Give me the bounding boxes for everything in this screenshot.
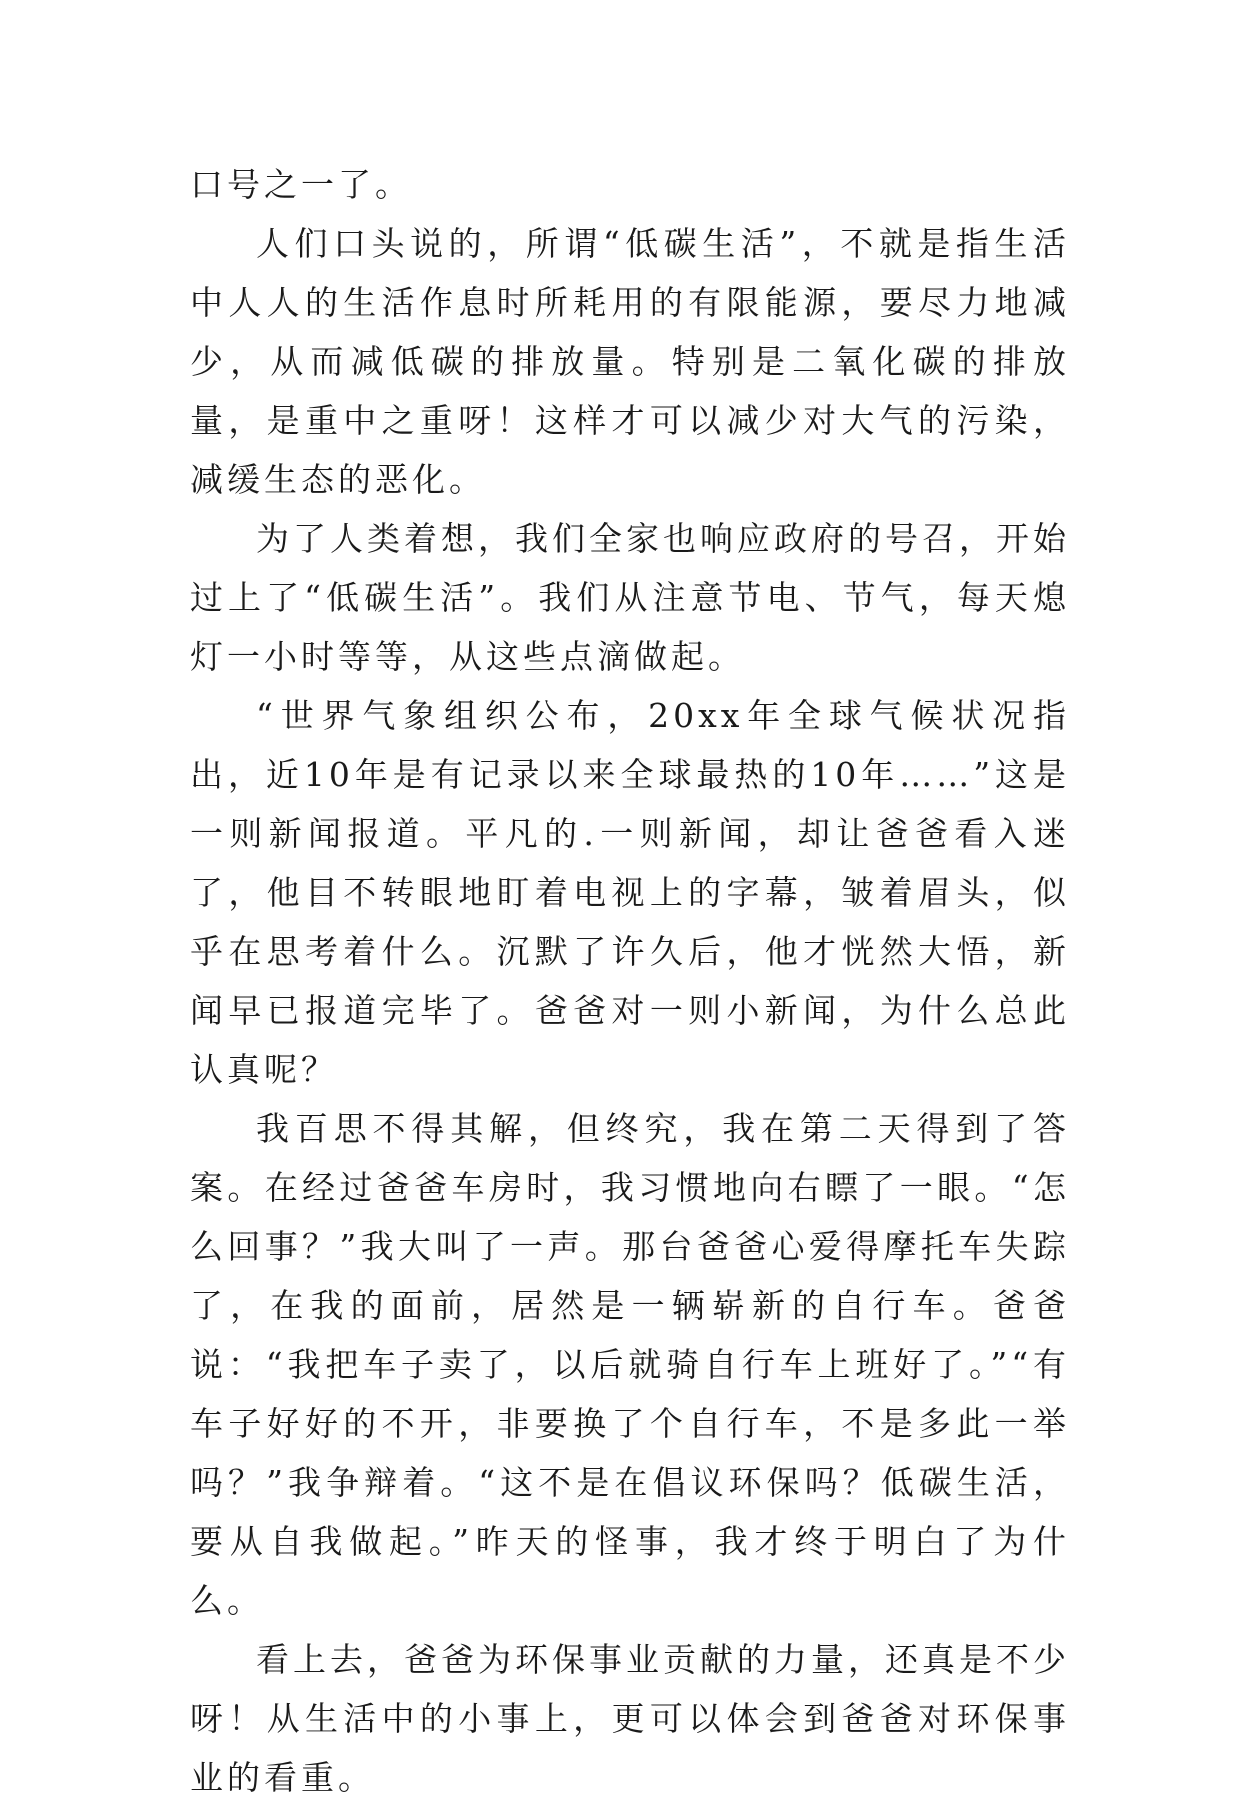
paragraph-3: 为了人类着想，我们全家也响应政府的号召，开始过上了“低碳生活”。我们从注意节电、节气，每天熄灯一小时等等，从这些点滴做起。 [190, 519, 1070, 676]
paragraph-4: “世界气象组织公布，20xx年全球气候状况指出，近10年是有记录以来全球最热的10年……”这是一则新闻报道。平凡的.一则新闻，却让爸爸看入迷了，他目不转眼地盯着电视上的字幕，皱着眉头，似乎在思考着什么。沉默了许久后，他才恍然大悟，新闻早已报道完毕了。爸爸对一则小新闻，为什么总此认真呢？ [190, 696, 1070, 1089]
document-body [190, 155, 1070, 1807]
paragraph-1: 口号之一了。 [190, 165, 412, 204]
paragraph-5: 我百思不得其解，但终究，我在第二天得到了答案。在经过爸爸车房时，我习惯地向右瞟了一眼。“怎么回事？”我大叫了一声。那台爸爸心爱得摩托车失踪了，在我的面前，居然是一辆崭新的自行车。爸爸说：“我把车子卖了，以后就骑自行车上班好了。”“有车子好好的不开，非要换了个自行车，不是多此一举吗？”我争辩着。“这不是在倡议环保吗？低碳生活，要从自我做起。”昨天的怪事，我才终于明白了为什么。 [190, 1109, 1070, 1620]
paragraph-6: 看上去，爸爸为环保事业贡献的力量，还真是不少呀！从生活中的小事上，更可以体会到爸爸对环保事业的看重。 [190, 1640, 1070, 1797]
paragraph-2: 人们口头说的，所谓“低碳生活”，不就是指生活中人人的生活作息时所耗用的有限能源，要尽力地减少，从而减低碳的排放量。特别是二氧化碳的排放量，是重中之重呀！这样才可以减少对大气的污染，减缓生态的恶化。 [190, 224, 1070, 499]
